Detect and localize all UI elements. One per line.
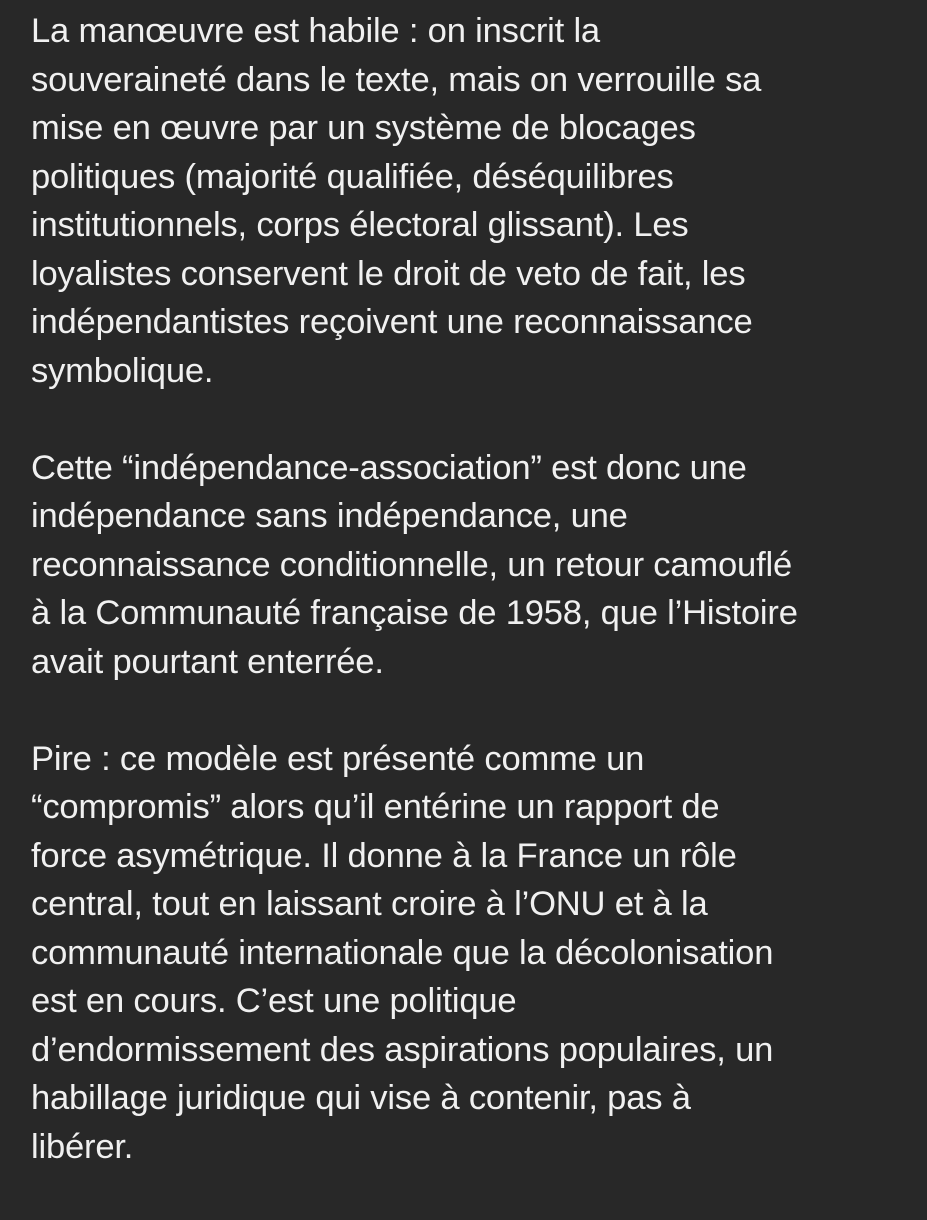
text-line: habillage juridique qui vise à contenir, pas à <box>31 1079 691 1117</box>
text-line: à la Communauté française de 1958, que l’Histoire <box>31 594 798 632</box>
text-line: libérer. <box>31 1127 134 1166</box>
paragraph-2 <box>31 444 913 687</box>
paragraph-1 <box>31 7 913 395</box>
text-line: d’endormissement des aspirations populaires, un <box>31 1030 774 1069</box>
text-line: est en cours. C’est une politique <box>31 982 517 1020</box>
text-line: loyalistes conservent le droit de veto de fait, les <box>31 254 746 293</box>
text-line: politiques (majorité qualifiée, déséquilibres <box>31 157 674 196</box>
text-line: indépendance sans indépendance, une <box>31 497 628 535</box>
text-line: avait pourtant enterrée. <box>31 642 384 681</box>
text-line: institutionnels, corps électoral glissant). Les <box>31 206 689 244</box>
text-line: mise en œuvre par un système de blocages <box>31 109 696 147</box>
text-line: indépendantistes reçoivent une reconnaissance <box>31 303 753 341</box>
paragraph-3 <box>31 735 913 1172</box>
text-line: “compromis” alors qu’il entérine un rapport de <box>31 788 720 826</box>
text-line: central, tout en laissant croire à l’ONU et à la <box>31 885 708 923</box>
text-line: La manœuvre est habile : on inscrit la <box>31 12 600 50</box>
text-line: souveraineté dans le texte, mais on verrouille sa <box>31 60 762 99</box>
text-line: reconnaissance conditionnelle, un retour camouflé <box>31 545 792 584</box>
text-line: symbolique. <box>31 351 214 390</box>
text-line: Pire : ce modèle est présenté comme un <box>31 739 645 778</box>
text-line: Cette “indépendance-association” est donc une <box>31 448 747 487</box>
article-text <box>31 7 913 1220</box>
text-line: force asymétrique. Il donne à la France un rôle <box>31 836 737 875</box>
text-line: communauté internationale que la décolonisation <box>31 933 774 972</box>
